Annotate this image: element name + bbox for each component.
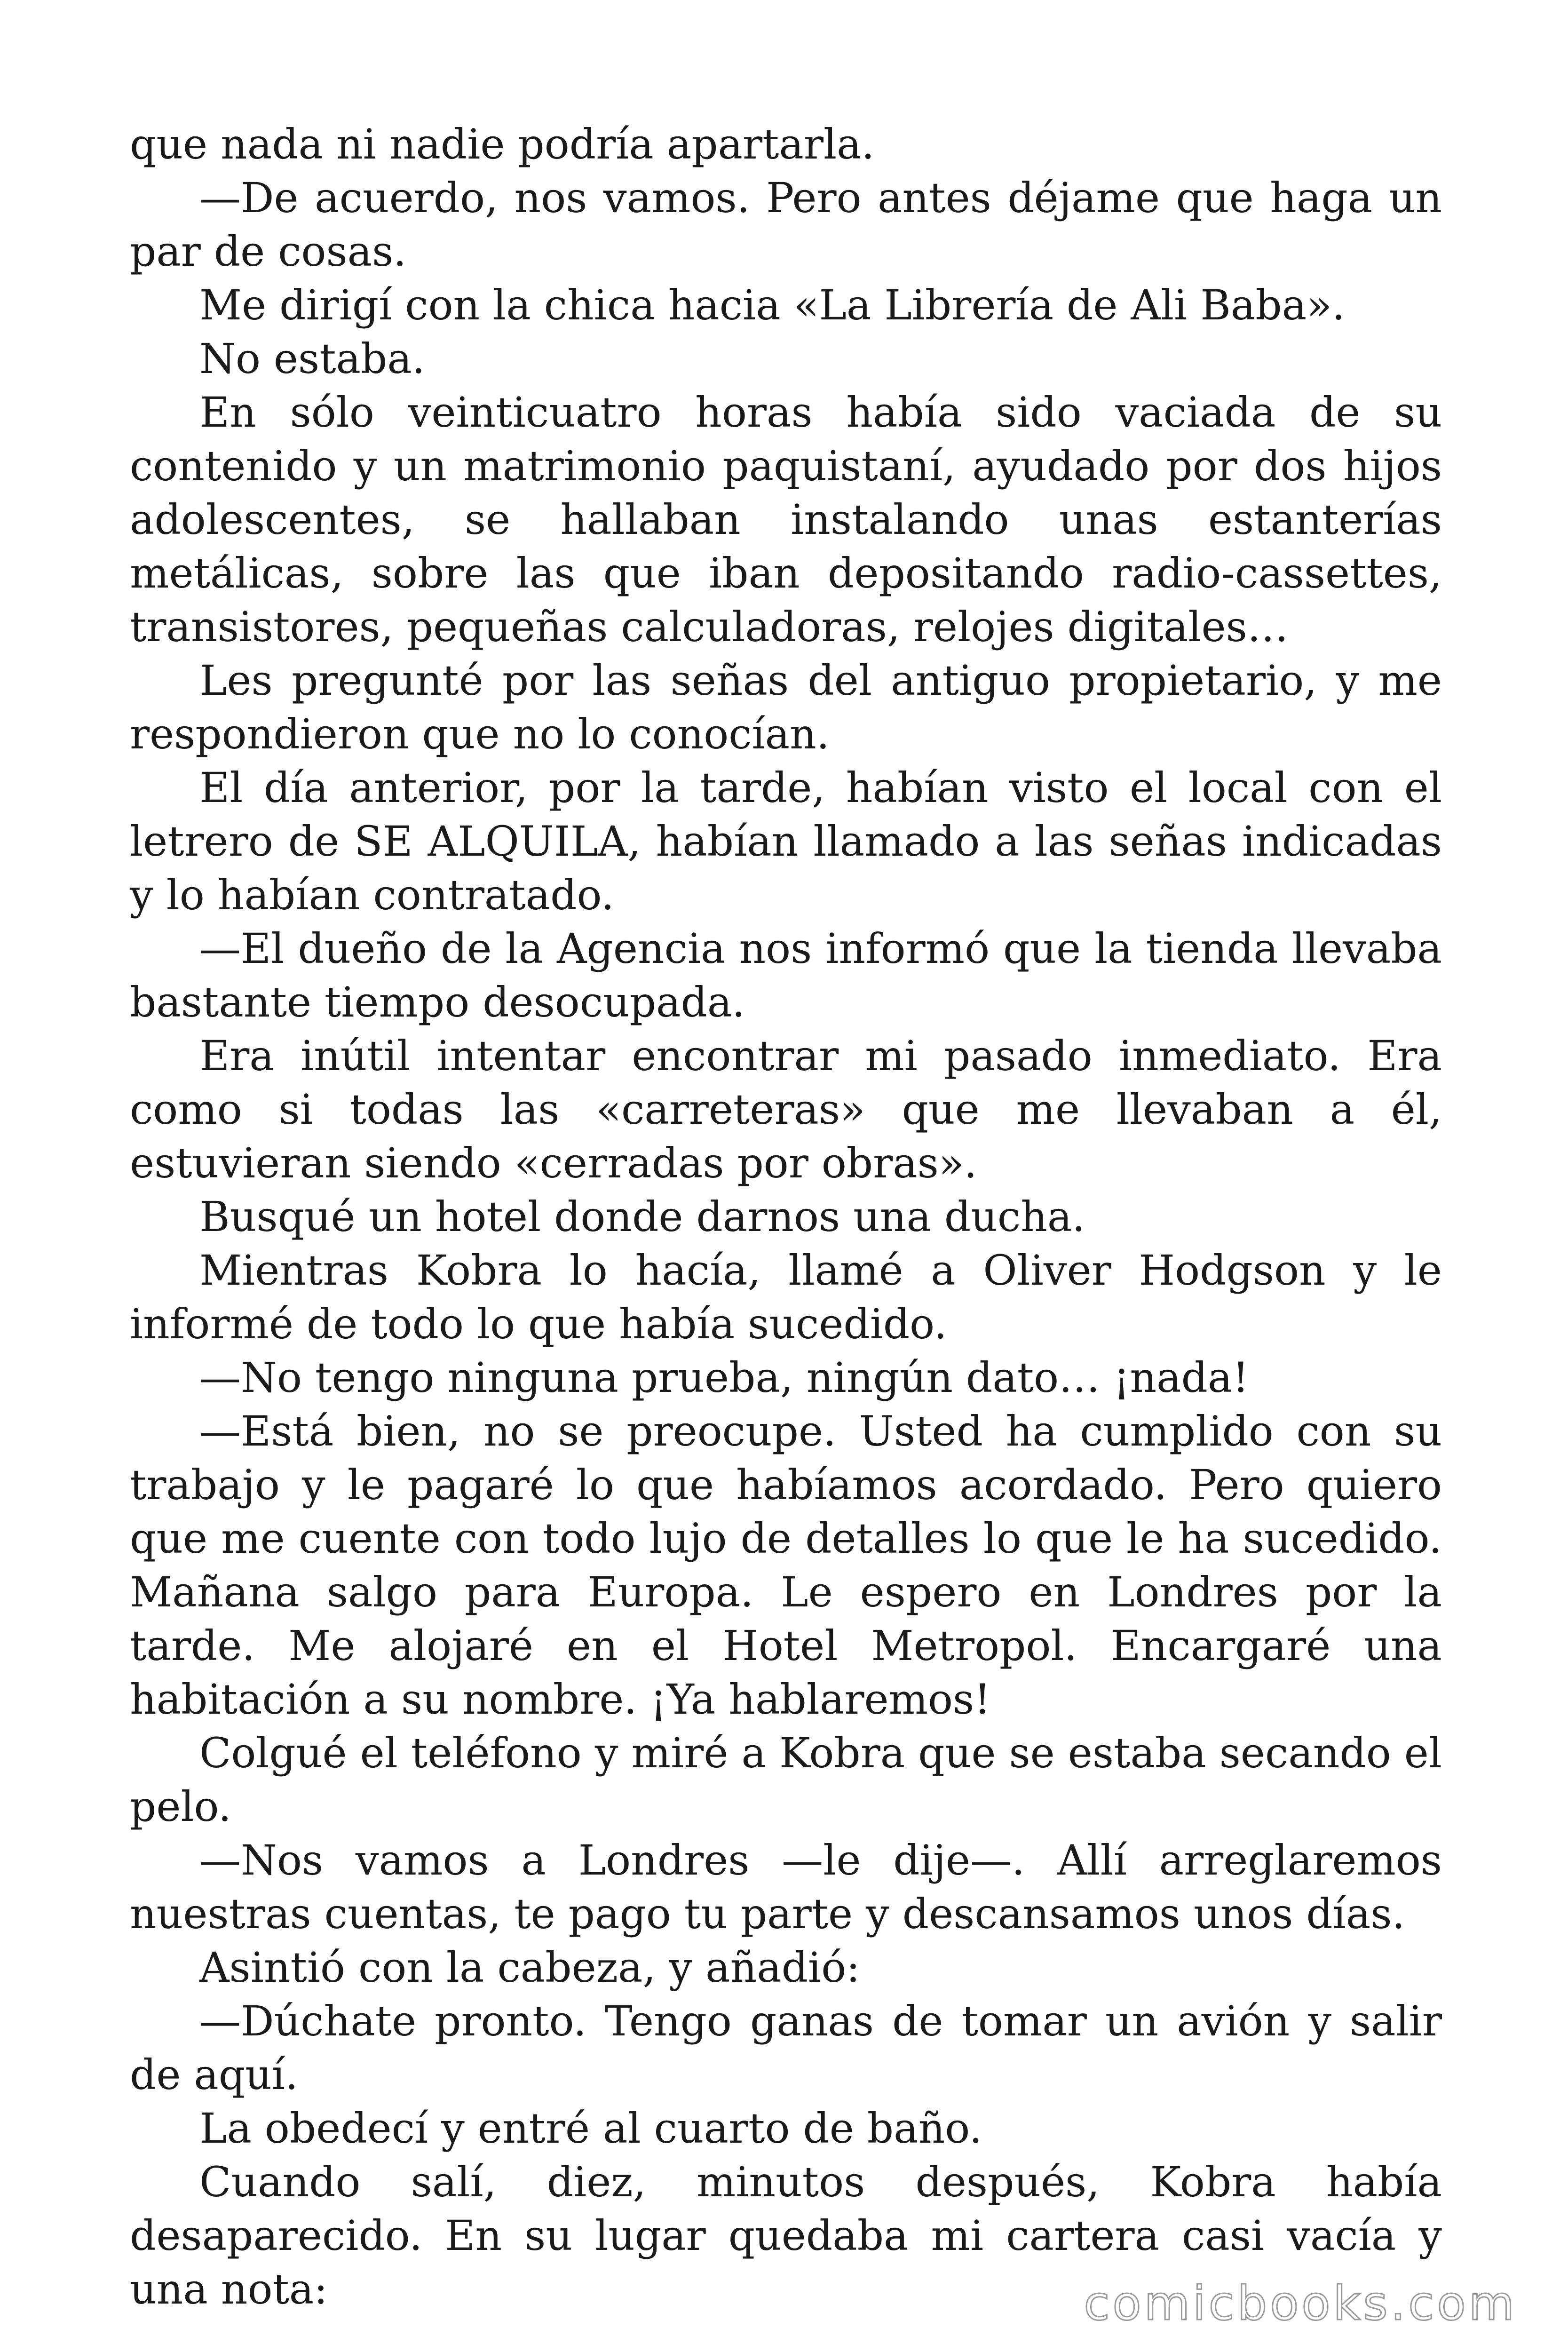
paragraph: —No tengo ninguna prueba, ningún dato… ¡nada! bbox=[199, 1353, 1249, 1402]
paragraph: Colgué el teléfono y miré a Kobra que se estaba secando el pelo. bbox=[130, 1729, 1442, 1831]
paragraph: que nada ni nadie podría apartarla. bbox=[130, 120, 875, 168]
paragraph: La obedecí y entré al cuarto de baño. bbox=[199, 2104, 982, 2153]
paragraph: En sólo veinticuatro horas había sido vaciada de su contenido y un matrimonio paquistaní, ayudado por dos hijos adolescentes, se hallaban instalando unas estanterías metálicas, sobre las que iban depositando radio-cassettes, transistores, pequeñas calculadoras, relojes digitales… bbox=[130, 388, 1442, 651]
paragraph: —De acuerdo, nos vamos. Pero antes déjame que haga un par de cosas. bbox=[130, 174, 1442, 276]
paragraph: Asintió con la cabeza, y añadió: bbox=[199, 1943, 860, 1992]
paragraph: El día anterior, por la tarde, habían visto el local con el letrero de SE ALQUILA, habían llamado a las señas indicadas y lo habían contratado. bbox=[130, 763, 1442, 919]
paragraph: Mientras Kobra lo hacía, llamé a Oliver Hodgson y le informé de todo lo que había sucedido. bbox=[130, 1246, 1442, 1348]
watermark: comicbooks.com bbox=[1084, 2276, 1517, 2331]
paragraph: —Está bien, no se preocupe. Usted ha cumplido con su trabajo y le pagaré lo que habíamos acordado. Pero quiero que me cuente con todo lujo de detalles lo que le ha sucedido. Mañana salgo para Europa. Le espero en Londres por la tarde. Me alojaré en el Hotel Metropol. Encargaré una habitación a su nombre. ¡Ya hablaremos! bbox=[130, 1407, 1442, 1724]
paragraph: Era inútil intentar encontrar mi pasado inmediato. Era como si todas las «carreteras» que me llevaban a él, estuvieran siendo «cerradas por obras». bbox=[130, 1032, 1442, 1187]
paragraph: Me dirigí con la chica hacia «La Librería de Ali Baba». bbox=[199, 281, 1345, 329]
paragraph: Cuando salí, diez, minutos después, Kobra había desaparecido. En su lugar quedaba mi cartera casi vacía y una nota: bbox=[130, 2158, 1442, 2313]
paragraph: —El dueño de la Agencia nos informó que la tienda llevaba bastante tiempo desocupada. bbox=[130, 924, 1442, 1026]
paragraph: —Dúchate pronto. Tengo ganas de tomar un avión y salir de aquí. bbox=[130, 1997, 1442, 2099]
paragraph: —Nos vamos a Londres —le dije—. Allí arreglaremos nuestras cuentas, te pago tu parte y descansamos unos días. bbox=[130, 1836, 1442, 1938]
paragraph: No estaba. bbox=[199, 334, 425, 383]
page-body bbox=[130, 118, 1442, 2316]
paragraph: Les pregunté por las señas del antiguo propietario, y me respondieron que no lo conocían. bbox=[130, 656, 1442, 758]
paragraph: Busqué un hotel donde darnos una ducha. bbox=[199, 1192, 1085, 1241]
